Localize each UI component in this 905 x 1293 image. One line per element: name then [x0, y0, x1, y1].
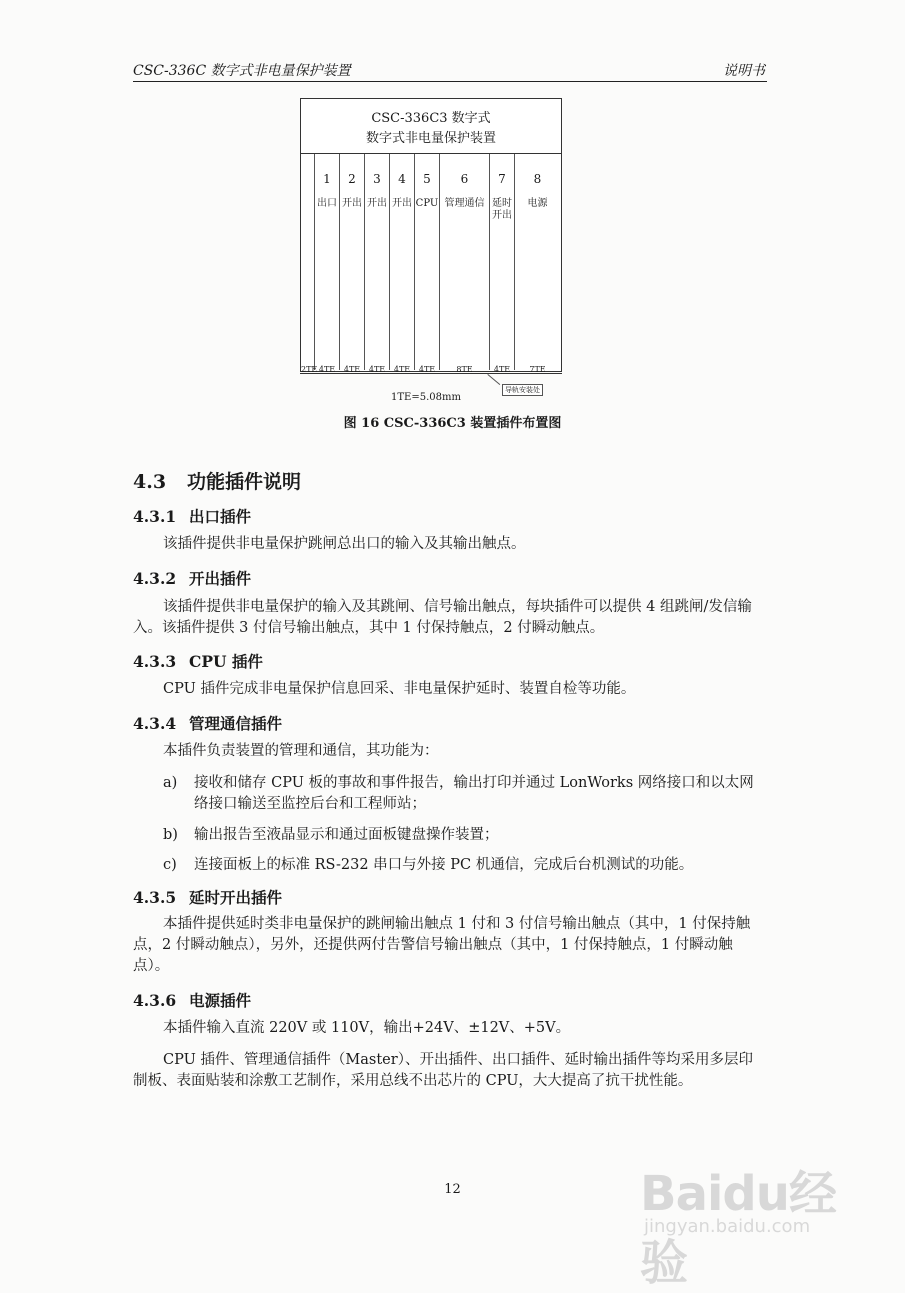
- slot-4: [390, 154, 415, 374]
- slot-te-label: 4TE: [318, 365, 336, 374]
- subsection-title: 开出插件: [189, 569, 252, 588]
- slot-name: CPU: [415, 198, 439, 209]
- te-unit-note: 1TE=5.08mm: [391, 392, 461, 403]
- slot-te-label: 4TE: [393, 365, 411, 374]
- slot-number: 8: [533, 172, 542, 186]
- paragraph: 本插件提供延时类非电量保护的跳闸输出触点 1 付和 3 付信号输出触点（其中，1 付保持触点，2 付瞬动触点），另外，还提供两付告警信号输出触点（其中，1 付保持触点，1 付瞬动触点）。: [133, 916, 751, 974]
- paragraph: 该插件提供非电量保护的输入及其跳闸、信号输出触点，每块插件可以提供 4 组跳闸/发信输入。该插件提供 3 付信号输出触点，其中 1 付保持触点，2 付瞬动触点。: [133, 599, 752, 636]
- mounting-rail: [300, 373, 562, 374]
- list-marker: b): [163, 827, 178, 843]
- figure-caption: 图 16 CSC-336C3 装置插件布置图: [343, 416, 562, 431]
- slot-1: [315, 154, 340, 374]
- paragraph: CPU 插件完成非电量保护信息回采、非电量保护延时、装置自检等功能。: [163, 681, 636, 697]
- device-title: [301, 109, 561, 149]
- paragraph: CPU 插件、管理通信插件（Master）、开出插件、出口插件、延时输出插件等均采用多层印制板、表面贴装和涂敷工艺制作，采用总线不出芯片的 CPU，大大提高了抗干扰性能。: [133, 1052, 753, 1089]
- section-number: 4.3: [133, 471, 167, 493]
- slot-blank: [301, 154, 318, 374]
- slot-2: [340, 154, 365, 374]
- slot-te-label: 2TE: [301, 365, 318, 374]
- slot-te-label: 7TE: [529, 365, 546, 374]
- rail-leader-line: [487, 374, 500, 385]
- plugin-layout-diagram: [300, 98, 562, 394]
- subsection-number: 4.3.4: [133, 714, 177, 733]
- slot-5: [415, 154, 440, 374]
- slot-name: 出口: [317, 198, 337, 209]
- header-divider: [133, 81, 767, 82]
- slot-name: 开出: [342, 198, 362, 209]
- slot-name: 管理通信: [444, 198, 485, 209]
- subsection-number: 4.3.2: [133, 569, 177, 588]
- list-item: [163, 773, 767, 815]
- subsection-title: 延时开出插件: [189, 888, 283, 907]
- watermark-url: jingyan.baidu.com: [644, 1216, 811, 1237]
- slot-name: 开出: [392, 198, 412, 209]
- device-title-line2: 数字式非电量保护装置: [365, 131, 496, 146]
- paragraph: 该插件提供非电量保护跳闸总出口的输入及其输出触点。: [163, 536, 526, 552]
- section-title: 功能插件说明: [187, 471, 302, 493]
- subsection-title: 电源插件: [189, 991, 252, 1010]
- slot-6: [440, 154, 490, 374]
- paragraph: 本插件负责装置的管理和通信，其功能为：: [163, 743, 439, 759]
- list-marker: a): [163, 775, 178, 791]
- subsection-title: 出口插件: [189, 507, 252, 526]
- device-title-line1: CSC-336C3 数字式: [371, 111, 491, 126]
- subsection-heading: [133, 989, 251, 1011]
- header-document-title: CSC-336C 数字式非电量保护装置: [133, 63, 351, 79]
- slot-number: 1: [323, 172, 331, 186]
- section-heading: [133, 467, 301, 494]
- subsection-title: 管理通信插件: [189, 714, 283, 733]
- subsection-number: 4.3.3: [133, 652, 177, 671]
- subsection-heading: [133, 567, 251, 589]
- list-item: [163, 855, 767, 876]
- slot-name: 延时 开出: [492, 198, 512, 221]
- rail-mount-label: 导轨安装处: [502, 384, 543, 396]
- watermark-logo: Baidu经验: [640, 1166, 836, 1291]
- list-item: [163, 825, 767, 846]
- list-text: 连接面板上的标准 RS-232 串口与外接 PC 机通信，完成后台机测试的功能。: [194, 857, 694, 873]
- slot-te-label: 4TE: [418, 365, 436, 374]
- subsection-title: CPU 插件: [189, 652, 263, 671]
- slot-name: 电源: [527, 198, 548, 209]
- slot-te-label: 8TE: [456, 365, 473, 374]
- list-marker: c): [163, 857, 177, 873]
- slot-number: 4: [398, 172, 406, 186]
- baidu-watermark: [640, 1150, 860, 1291]
- device-frame: [300, 98, 562, 372]
- page-number: 12: [444, 1182, 461, 1197]
- subsection-number: 4.3.5: [133, 888, 177, 907]
- slot-7: [490, 154, 515, 374]
- subsection-heading: [133, 712, 282, 734]
- subsection-heading: [133, 505, 251, 527]
- slot-number: 7: [498, 172, 506, 186]
- slot-number: 5: [423, 172, 431, 186]
- slot-te-label: 4TE: [493, 365, 511, 374]
- slot-8: [515, 154, 560, 374]
- list-text: 接收和储存 CPU 板的事故和事件报告，输出打印并通过 LonWorks 网络接口和以太网络接口输送至监控后台和工程师站；: [194, 775, 754, 812]
- slot-name: 开出: [367, 198, 387, 209]
- slot-te-label: 4TE: [343, 365, 361, 374]
- subsection-number: 4.3.1: [133, 507, 177, 526]
- list-text: 输出报告至液晶显示和通过面板键盘操作装置；: [194, 827, 499, 843]
- slot-te-label: 4TE: [368, 365, 386, 374]
- paragraph: 本插件输入直流 220V 或 110V，输出+24V、±12V、+5V。: [163, 1020, 571, 1036]
- slot-number: 6: [460, 172, 469, 186]
- subsection-heading: [133, 886, 282, 908]
- slot-3: [365, 154, 390, 374]
- subsection-heading: [133, 650, 263, 672]
- slot-number: 3: [373, 172, 381, 186]
- header-doc-type: 说明书: [723, 63, 765, 79]
- slot-number: 2: [348, 172, 356, 186]
- subsection-number: 4.3.6: [133, 991, 177, 1010]
